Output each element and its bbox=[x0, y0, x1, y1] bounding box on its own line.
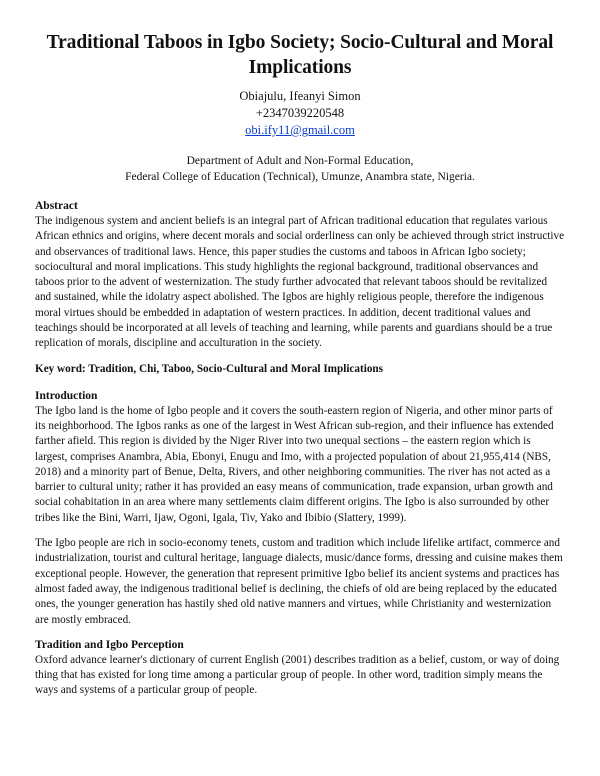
abstract-heading: Abstract bbox=[35, 200, 78, 212]
author-name: Obiajulu, Ifeanyi Simon bbox=[239, 89, 361, 103]
author-email-link[interactable]: obi.ify11@gmail.com bbox=[245, 123, 355, 137]
affiliation bbox=[35, 153, 565, 185]
introduction-paragraph-1: The Igbo land is the home of Igbo people and it covers the south-eastern region of Nigeria, and other minor parts of its neighborhood. The Igbos ranks as one of the largest in West African sub-region, and their influence has extended farther afield. This region is divided by the Niger River into two unequal sections – the eastern region which is largest, comprises Anambra, Abia, Ebonyi, Enugu and Imo, with a projected population of about 21,955,414 (NBS, 2018) and a minority part of Benue, Delta, Rivers, and other neighboring communities. The river has not acted as a barrier to cultural unity; rather it has provided an easy means of communication, trade expansion, urban growth and social cohabitation in an area where many settlements claim different origins. The Igbo is also surrounded by other tribes like the Bini, Warri, Ijaw, Ogoni, Igala, Tiv, Yako and Ibibio (Slattery, 1999). bbox=[35, 404, 554, 524]
paper-title: Traditional Taboos in Igbo Society; Socio-Cultural and Moral Implications bbox=[46, 32, 554, 78]
affiliation-line-1: Department of Adult and Non-Formal Education, bbox=[186, 155, 414, 167]
affiliation-line-2: Federal College of Education (Technical), Umunze, Anambra state, Nigeria. bbox=[125, 171, 475, 183]
introduction-paragraph-2: The Igbo people are rich in socio-economy tenets, custom and tradition which include lifelike artifact, commerce and industrialization, tourist and cultural heritage, language dialects, music/dance forms, dressing and cuisine makes them exceptional people. However, the generation that represent primitive Igbo belief its ancient systems and practices has almost faded away, the indigenous traditional belief is declining, the chiefs of old are being replaced by the educated ones, the younger generation has hastily shed old native manners and virtues, while Christianity and westernization are mostly embraced. bbox=[35, 537, 563, 626]
introduction-heading: Introduction bbox=[35, 389, 98, 402]
tradition-paragraph-1: Oxford advance learner's dictionary of current English (2001) describes tradition as a belief, custom, or way of doing thing that has existed for long time among a particular group of people. In other word, tradition simply means the ways and systems of a particular group of people. bbox=[35, 653, 560, 697]
author-block bbox=[35, 88, 565, 139]
abstract-text: The indigenous system and ancient beliefs is an integral part of African traditional education that regulates various African ethnics and origins, where decent morals and social orderliness can only be achieved through strict instructive and observances of traditional laws. Hence, this paper studies the customs and taboos in African Igbo society; sociocultural and moral implications. This study highlights the regional background, traditional observances and taboos prior to the advent of westernization. The study further advocated that relevant taboos should be revitalized and sustained, while the idolatry aspect abolished. The Igbos are highly religious people, therefore the indigenous moral virtues should be embedded in adaptation of western practices. In addition, decent traditional values and teachings should be incorporated at all levels of teaching and learning, while parents and guardians should be a true replication of morals, discipline and acculturation in the society. bbox=[35, 215, 565, 350]
keywords-line: Key word: Tradition, Chi, Taboo, Socio-Cultural and Moral Implications bbox=[35, 362, 383, 375]
tradition-heading: Tradition and Igbo Perception bbox=[35, 638, 184, 651]
author-phone: +2347039220548 bbox=[255, 106, 345, 120]
